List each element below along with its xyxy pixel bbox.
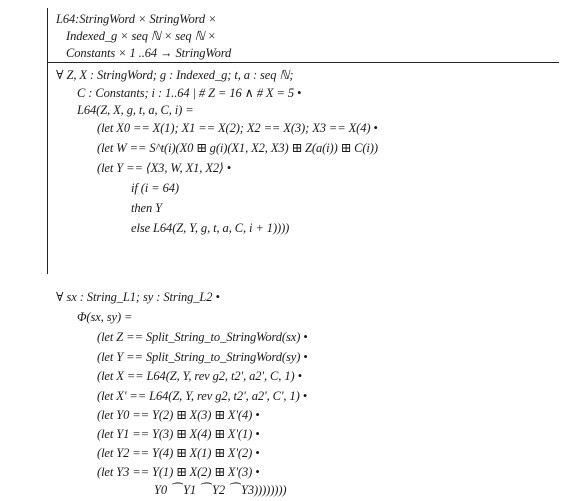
body-line: ∀ Z, X : StringWord; g : Indexed_g; t, a : seq ℕ; [56, 68, 294, 82]
signature-line: Indexed_g × seq ℕ × seq ℕ × [66, 29, 216, 43]
phi-line: (let Y1 == Y(3) ⊞ X(4) ⊞ X'(1) • [97, 427, 260, 441]
schema-horizontal-rule [47, 62, 559, 63]
phi-line: (let Z == Split_String_to_StringWord(sx) • [97, 330, 308, 344]
phi-line: (let Y2 == Y(4) ⊞ X(1) ⊞ X'(2) • [97, 446, 260, 460]
body-line: else L64(Z, Y, g, t, a, C, i + 1)))) [131, 221, 290, 235]
phi-line: (let Y == Split_String_to_StringWord(sy) • [97, 350, 308, 364]
signature-line: Constants × 1 ..64 → StringWord [66, 46, 232, 60]
phi-line: (let X' == L64(Z, Y, rev g2, t2', a2', C', 1) • [97, 389, 307, 403]
phi-line: (let Y0 == Y(2) ⊞ X(3) ⊞ X'(4) • [97, 408, 260, 422]
body-line: then Y [131, 201, 162, 215]
body-line: (let X0 == X(1); X1 == X(2); X2 == X(3); X3 == X(4) • [97, 121, 378, 135]
body-line: if (i = 64) [131, 181, 179, 195]
body-line: C : Constants; i : 1..64 | # Z = 16 ∧ # X = 5 • [77, 86, 302, 100]
body-line: L64(Z, X, g, t, a, C, i) = [77, 103, 194, 117]
signature-line: L64:StringWord × StringWord × [56, 12, 217, 26]
body-line: (let W == S^t(i)(X0 ⊞ g(i)(X1, X2, X3) ⊞ Z(a(i)) ⊞ C(i)) [97, 141, 378, 155]
phi-line: Y0 ⁀ Y1 ⁀ Y2 ⁀ Y3)))))))) [154, 483, 287, 497]
phi-line: Φ(sx, sy) = [77, 310, 133, 324]
phi-line: (let X == L64(Z, Y, rev g2, t2', a2', C, 1) • [97, 369, 302, 383]
phi-line: (let Y3 == Y(1) ⊞ X(2) ⊞ X'(3) • [97, 465, 260, 479]
phi-line: ∀ sx : String_L1; sy : String_L2 • [56, 290, 220, 304]
body-line: (let Y == ⟨X3, W, X1, X2⟩ • [97, 161, 232, 175]
schema-vertical-rule [47, 8, 48, 274]
